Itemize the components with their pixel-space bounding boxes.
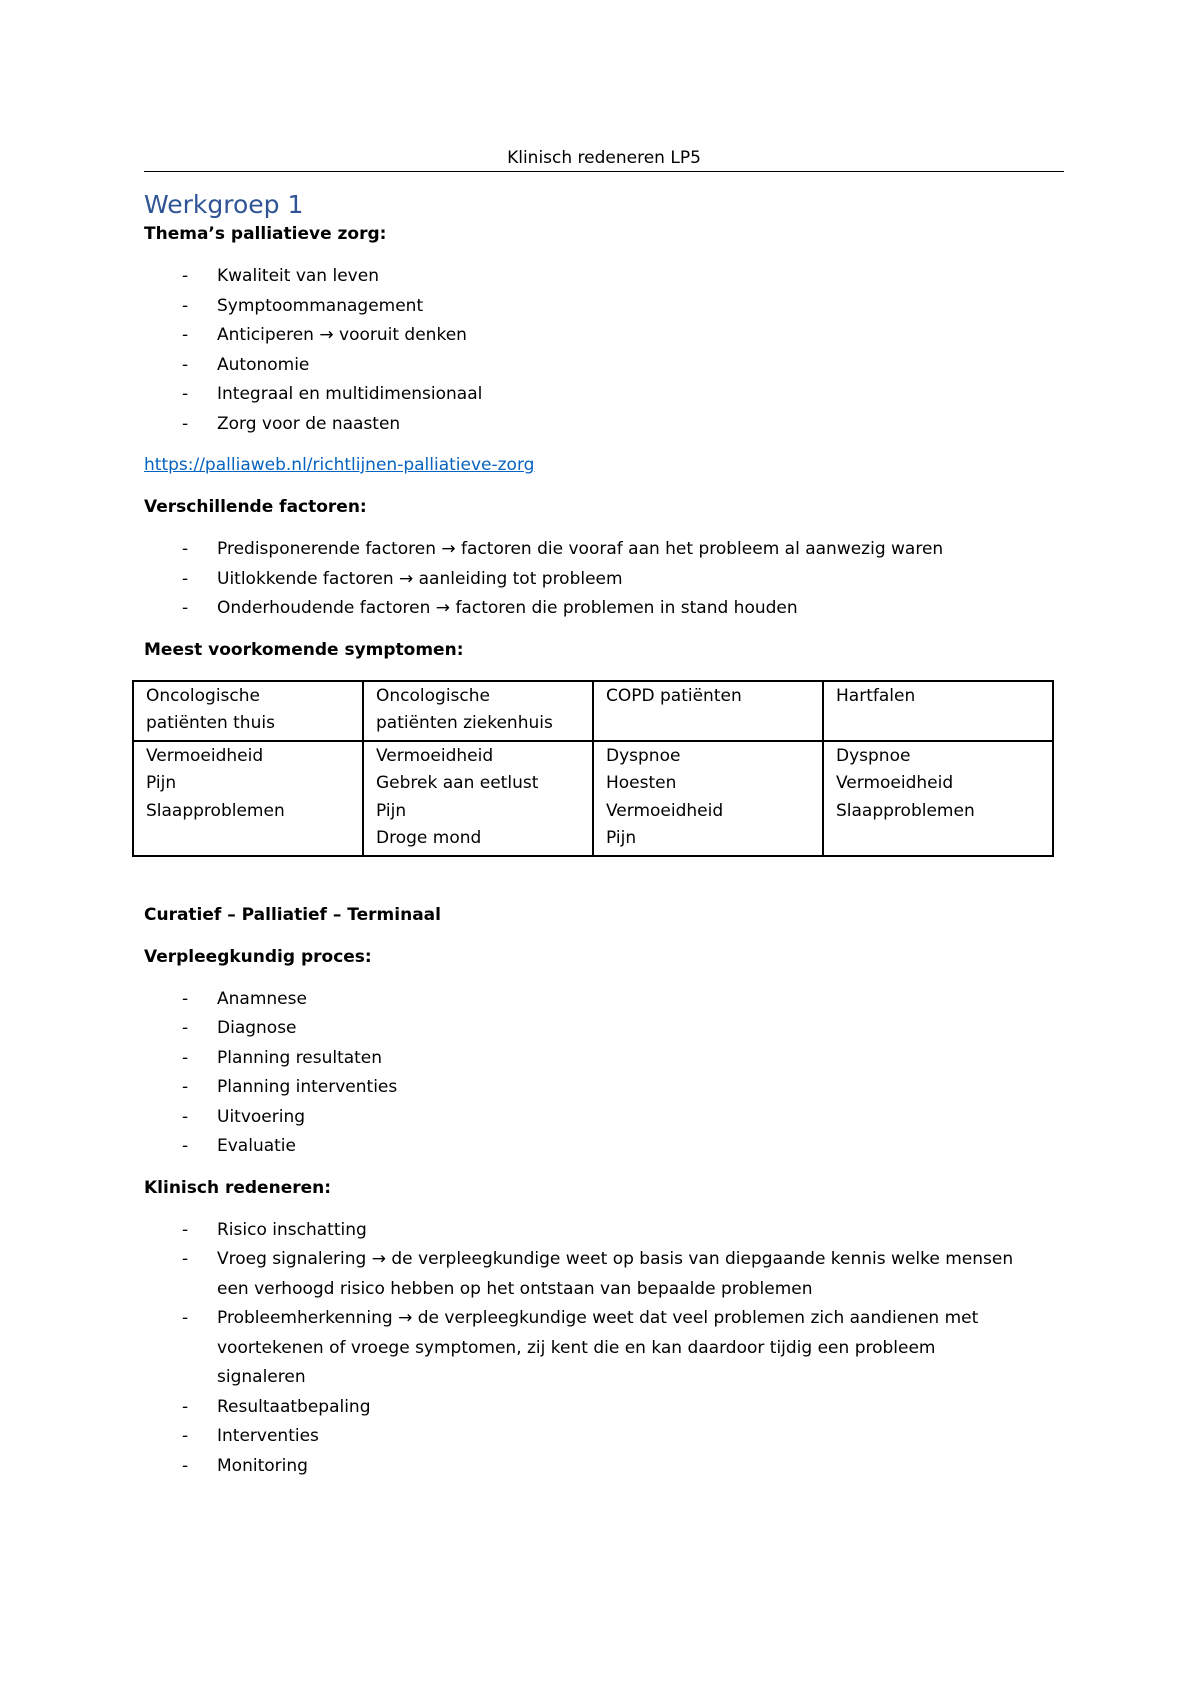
table-header-cell [363, 681, 593, 741]
list-marker: - [182, 539, 189, 559]
palliaweb-link[interactable]: https://palliaweb.nl/richtlijnen-palliatieve-zorg [144, 455, 535, 475]
list-item-text: Predisponerende factoren → factoren die vooraf aan het probleem al aanwezig waren [217, 539, 944, 559]
list-item [144, 1304, 1064, 1393]
themas-list [144, 262, 1064, 439]
list-item-text: Planning interventies [217, 1077, 398, 1097]
redeneren-list [144, 1216, 1064, 1482]
list-item-text: Zorg voor de naasten [217, 413, 401, 434]
cell-text: patiënten ziekenhuis [376, 713, 553, 733]
list-item-text: Probleemherkenning → de verpleegkundige weet dat veel problemen zich aandienen met [217, 1308, 979, 1328]
spacer [144, 857, 1064, 903]
themas-heading: Thema’s palliatieve zorg: [144, 224, 387, 244]
list-marker: - [182, 354, 189, 375]
table-header-cell [823, 681, 1053, 741]
cell-text: Gebrek aan eetlust [376, 773, 539, 793]
list-item [144, 1132, 1064, 1162]
symptomen-table [132, 680, 1054, 857]
list-marker: - [182, 325, 189, 345]
list-item-text: Integraal en multidimensionaal [217, 384, 483, 404]
list-item-text: Anticiperen → vooruit denken [217, 325, 467, 345]
cell-text: Slaapproblemen [836, 800, 975, 821]
list-item [144, 1014, 1064, 1044]
list-item-text: Monitoring [217, 1455, 308, 1476]
cell-text: Pijn [606, 828, 637, 848]
spacer [144, 927, 1064, 945]
list-item-text: voortekenen of vroege symptomen, zij kent die en kan daardoor tijdig een probleem [217, 1337, 936, 1358]
list-marker: - [182, 598, 189, 618]
redeneren-heading: Klinisch redeneren: [144, 1177, 332, 1198]
list-item-text: Planning resultaten [217, 1047, 383, 1068]
table-row [133, 741, 1053, 856]
list-marker: - [182, 413, 189, 434]
list-item-text: Anamnese [217, 988, 307, 1009]
list-marker: - [182, 1426, 189, 1446]
list-marker: - [182, 988, 189, 1009]
list-item [144, 1216, 1064, 1246]
list-item [144, 1044, 1064, 1074]
cell-text: Vermoeidheid [606, 800, 724, 821]
table-header-cell [593, 681, 823, 741]
cell-text: Hartfalen [836, 685, 916, 706]
table-cell [823, 741, 1053, 856]
cell-text: Vermoeidheid [146, 745, 264, 766]
list-item-text: Evaluatie [217, 1136, 296, 1156]
list-marker: - [182, 1396, 189, 1417]
proces-list [144, 985, 1064, 1162]
list-marker: - [182, 1018, 189, 1038]
list-marker: - [182, 1455, 189, 1476]
cell-text: COPD patiënten [606, 685, 742, 706]
list-item-text: Vroeg signalering → de verpleegkundige weet op basis van diepgaande kennis welke mensen [217, 1249, 1014, 1269]
factoren-heading: Verschillende factoren: [144, 497, 367, 517]
list-marker: - [182, 568, 189, 589]
list-marker: - [182, 1077, 189, 1097]
table-header-row [133, 681, 1053, 741]
table-header-cell [133, 681, 363, 741]
list-marker: - [182, 1047, 189, 1068]
cell-text: Slaapproblemen [146, 800, 285, 821]
list-item [144, 292, 1064, 322]
document-body [144, 190, 1064, 1495]
list-item-text: Kwaliteit van leven [217, 266, 379, 286]
list-item-text: Uitvoering [217, 1106, 306, 1127]
header-divider [144, 171, 1064, 172]
list-item-text: Diagnose [217, 1018, 297, 1038]
cell-text: Vermoeidheid [376, 745, 494, 766]
list-item-text: Risico inschatting [217, 1219, 367, 1240]
table-cell [133, 741, 363, 856]
cell-text: Pijn [146, 773, 177, 793]
list-item [144, 1393, 1064, 1423]
cell-text: Droge mond [376, 828, 482, 848]
list-item [144, 380, 1064, 410]
list-item-text: Onderhoudende factoren → factoren die problemen in stand houden [217, 598, 798, 618]
list-item-text: Autonomie [217, 354, 310, 375]
list-marker: - [182, 295, 189, 316]
list-item [144, 1245, 1064, 1304]
list-item [144, 1422, 1064, 1452]
list-marker: - [182, 1249, 189, 1269]
list-item-text: Interventies [217, 1426, 319, 1446]
list-item [144, 594, 1064, 624]
cell-text: Hoesten [606, 773, 677, 793]
list-marker: - [182, 1136, 189, 1156]
list-item [144, 1073, 1064, 1103]
page-header-title: Klinisch redeneren LP5 [507, 148, 701, 168]
list-item [144, 321, 1064, 351]
section-title: Werkgroep 1 [144, 190, 304, 219]
cell-text: Pijn [376, 800, 407, 821]
cell-text: Dyspnoe [836, 745, 911, 766]
list-marker: - [182, 1219, 189, 1240]
list-marker: - [182, 266, 189, 286]
list-item [144, 351, 1064, 381]
table-cell [593, 741, 823, 856]
list-marker: - [182, 1308, 189, 1328]
symptomen-heading: Meest voorkomende symptomen: [144, 639, 464, 660]
cell-text: Dyspnoe [606, 745, 681, 766]
cell-text: Oncologische [376, 685, 490, 706]
curatief-heading: Curatief – Palliatief – Terminaal [144, 904, 441, 925]
list-marker: - [182, 1106, 189, 1127]
proces-heading: Verpleegkundig proces: [144, 946, 372, 967]
list-item-text: een verhoogd risico hebben op het ontstaan van bepaalde problemen [217, 1278, 813, 1299]
list-item-text: signaleren [217, 1367, 306, 1387]
list-item [144, 410, 1064, 440]
factoren-list [144, 535, 1064, 624]
list-marker: - [182, 384, 189, 404]
list-item [144, 1103, 1064, 1133]
list-item [144, 535, 1064, 565]
list-item-text: Resultaatbepaling [217, 1396, 371, 1417]
cell-text: patiënten thuis [146, 713, 275, 733]
list-item-text: Uitlokkende factoren → aanleiding tot probleem [217, 568, 623, 589]
cell-text: Oncologische [146, 685, 260, 706]
table-cell [363, 741, 593, 856]
list-item [144, 565, 1064, 595]
list-item-text: Symptoommanagement [217, 295, 424, 316]
list-item [144, 1452, 1064, 1482]
list-item [144, 262, 1064, 292]
cell-text: Vermoeidheid [836, 773, 954, 793]
list-item [144, 985, 1064, 1015]
